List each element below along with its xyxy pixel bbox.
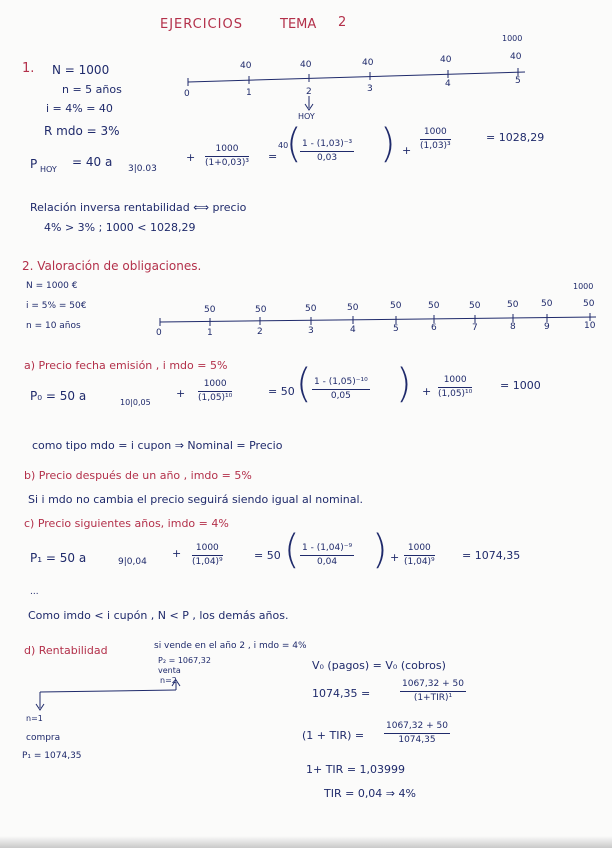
ex2-cf-7: 50 [469,301,481,311]
ex1-years: n = 5 años [62,83,122,96]
ex1-market-rate: R mdo = 3% [44,124,120,138]
ex2-nominal: N = 1000 € [26,281,78,291]
ex2d-sell-n: n=2 [160,676,177,685]
ex2-cf-8: 50 [507,300,519,310]
ex1-tick-0: 0 [184,89,190,99]
ex2d-heading: d) Rentabilidad [24,644,108,657]
ex2-tick-3: 3 [308,326,314,336]
ex2d-eq5: TIR = 0,04 ⇒ 4% [324,787,416,800]
ex2c-fraction-3-num: 1000 [404,544,435,556]
page-bottom-edge [0,836,612,848]
ex2a-p-lhs: P₀ = 50 a [30,389,87,403]
ex1-nominal: N = 1000 [52,63,110,77]
ex2-tick-7: 7 [472,323,478,333]
ex2c-fraction-2-den: 0,04 [317,557,338,567]
ex1-cf-3: 40 [362,58,374,68]
ex2a-paren-right: ) [396,361,412,407]
ex2d-eq1: V₀ (pagos) = V₀ (cobros) [312,659,446,672]
page-title: EJERCICIOS [160,17,243,32]
ex1-fraction-3-den: (1,03)³ [420,141,451,151]
ex2c-fraction-1-num: 1000 [192,544,223,556]
ex2-cf-9: 50 [541,299,553,309]
ex1-cf-1: 40 [240,61,252,71]
ex2c-annuity-sub: 9|0,04 [118,557,147,567]
ex2d-eq2-num: 1067,32 + 50 [400,680,466,692]
ex2-final-payment: 1000 [573,282,594,291]
ex2a-fraction-2-num: 1 - (1,05)⁻¹⁰ [312,378,370,390]
ex1-p-sub: HOY [40,165,57,174]
ex1-result: = 1028,29 [486,131,545,144]
ex2c-paren-right: ) [372,527,388,573]
ex2c-eq-2: = 50 [254,549,281,562]
ex1-p-lhs: P [30,157,38,171]
ex2d-eq2-fraction [400,680,466,703]
ex1-hoy-label: HOY [298,112,315,121]
ex2-cf-2: 50 [255,305,267,315]
ex2-tick-1: 1 [207,328,213,338]
ex2b-text: Si i mdo no cambia el precio seguirá siendo igual al nominal. [28,493,364,506]
page-title-number: 2 [338,15,347,30]
ex2d-sell-label: venta [158,666,181,675]
ex2c-heading: c) Precio siguientes años, imdo = 4% [24,517,229,530]
ex1-fraction-2-num: 1 - (1,03)⁻³ [300,140,354,152]
ex2-cf-6: 50 [428,301,440,311]
ex1-plus-2: + [402,144,412,157]
ex1-compare: 4% > 3% ; 1000 < 1028,29 [44,221,196,234]
ex2a-paren-left: ( [296,361,312,407]
ex2c-result: = 1074,35 [462,549,521,562]
ex2c-plus-2: + [390,551,400,564]
ex1-tick-2: 2 [306,87,312,97]
ex2-cf-4: 50 [347,303,359,313]
ex1-cf-4: 40 [440,55,452,65]
ex2c-fraction-1-den: (1,04)⁹ [192,557,223,567]
ex2d-buy-price: P₁ = 1074,35 [22,751,82,761]
ex2d-eq4: 1+ TIR = 1,03999 [306,763,406,776]
ex2a-fraction-1-den: (1,05)¹⁰ [198,393,233,403]
ex1-fraction-1-num: 1000 [205,145,249,157]
ex1-tick-3: 3 [367,84,373,94]
ex2d-buy-label: compra [26,733,61,743]
ex1-tick-5: 5 [515,76,521,86]
ex2d-eq2-den: (1+TIR)¹ [413,693,453,703]
ex1-tick-1: 1 [246,88,252,98]
ex2-tick-0: 0 [156,328,162,338]
ex1-annuity-sub: 3|0.03 [128,164,157,174]
ex2-tick-9: 9 [544,322,550,332]
ex1-eq-2: = [268,150,278,163]
ex2b-heading: b) Precio después de un año , imdo = 5% [24,469,252,482]
ex2-tick-8: 8 [510,322,516,332]
ex2-cf-1: 50 [204,305,216,315]
ex2-rate: i = 5% = 50€ [26,301,87,311]
ex2c-fraction-3-den: (1,04)⁹ [404,557,435,567]
ex1-coef: 40 [278,141,289,150]
ex1-rate: i = 4% = 40 [46,102,113,115]
ex2a-fraction-2-den: 0,05 [330,391,351,401]
ex2a-heading: a) Precio fecha emisión , i mdo = 5% [24,359,228,372]
ex2d-buy-n: n=1 [26,714,43,723]
ex2c-dots: ... [30,587,39,597]
ex1-plus-1: + [186,151,196,164]
ex2d-eq3-fraction [384,722,450,745]
ex2d-condition: si vende en el año 2 , i mdo = 4% [154,641,307,651]
ex1-fraction-2-den: 0,03 [317,153,338,163]
ex1-final-payment: 1000 [502,34,523,43]
ex1-heading: 1. [22,61,35,76]
ex2a-fraction-1-num: 1000 [198,380,232,392]
ex2-cf-3: 50 [305,304,317,314]
ex2c-paren-left: ( [284,527,300,573]
ex2c-conclusion: Como imdo < i cupón , N < P , los demás años. [28,609,289,622]
ex2-tick-2: 2 [257,327,263,337]
ex1-fraction-1-den: (1+0,03)³ [205,158,249,168]
ex2a-conclusion: como tipo mdo = i cupon ⇒ Nominal = Precio [32,439,283,452]
ex2c-p-lhs: P₁ = 50 a [30,551,87,565]
ex2d-eq2-lhs: 1074,35 = [312,687,371,700]
ex2c-plus-1: + [172,547,182,560]
ex2a-plus-1: + [176,387,186,400]
ex1-eq-annuity: = 40 a [72,155,113,169]
ex2-tick-4: 4 [350,325,356,335]
ex1-fraction-3-num: 1000 [420,128,451,140]
ex2d-eq3-den: 1074,35 [398,735,436,745]
ex2-tick-5: 5 [393,324,399,334]
ex1-paren-left: ( [286,121,302,167]
page-title-tema: TEMA [280,17,317,32]
ex2a-plus-2: + [422,385,432,398]
ex1-cf-5: 40 [510,52,522,62]
ex2a-fraction-3-den: (1,05)¹⁰ [438,389,473,399]
ex2d-eq3-lhs: (1 + TIR) = [302,729,365,742]
ex2-cf-5: 50 [390,301,402,311]
ex2d-eq3-num: 1067,32 + 50 [384,722,450,734]
ex2a-result: = 1000 [500,379,541,392]
ex1-paren-right: ) [380,121,396,167]
ex2-cf-10: 50 [583,299,595,309]
ex1-cf-2: 40 [300,60,312,70]
ex2a-fraction-3-num: 1000 [438,376,472,388]
ex2c-fraction-2-num: 1 - (1,04)⁻⁹ [300,544,354,556]
ex1-relation: Relación inversa rentabilidad ⟺ precio [30,201,247,214]
ex1-tick-4: 4 [445,79,451,89]
ex2-years: n = 10 años [26,321,81,331]
ex2-tick-10: 10 [584,321,596,331]
ex2d-sell-price: P₂ = 1067,32 [158,656,211,665]
ex2-heading: 2. Valoración de obligaciones. [22,259,202,273]
ex2a-eq-2: = 50 [268,385,295,398]
ex2-tick-6: 6 [431,323,437,333]
ex2a-annuity-sub: 10|0,05 [120,398,151,407]
